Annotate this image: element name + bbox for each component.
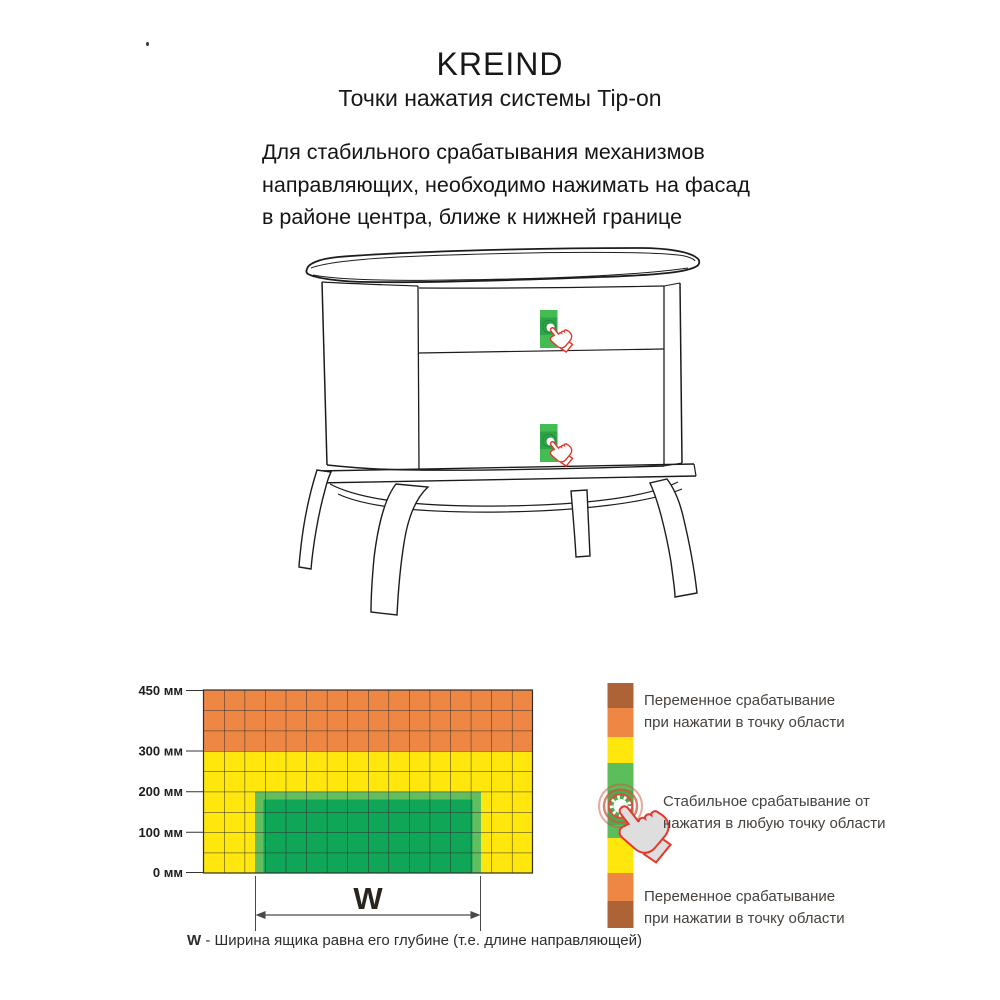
furniture-illustration (299, 248, 699, 615)
caption-text: - Ширина ящика равна его глубине (т.е. длине направляющей) (201, 932, 642, 949)
drawer-divider (419, 349, 664, 353)
intro-line-3: в районе центра, ближе к нижней границе (262, 205, 683, 229)
nightstand-body (322, 282, 682, 470)
nightstand-top (306, 248, 699, 282)
legend-item-line: при нажатии в точку области (644, 910, 845, 927)
axis-label-450: 450 мм (138, 683, 183, 698)
legend-segment-orange-top (608, 708, 634, 737)
page-title: KREIND (436, 46, 564, 82)
legend-item-line: Переменное срабатывание (644, 888, 836, 905)
legend-segment-brown-bottom (608, 901, 634, 928)
legend-item-variable-bottom (644, 886, 845, 930)
intro-line-1: Для стабильного срабатывания механизмов (262, 140, 705, 164)
page-subtitle: Точки нажатия системы Tip-on (338, 85, 662, 111)
front-right-leg (650, 479, 697, 597)
legend-item-line: нажатия в любую точку области (663, 815, 886, 832)
intro-line-2: направляющих, необходимо нажимать на фасад (262, 172, 750, 197)
front-left-stile-edge (418, 286, 419, 470)
axis-label-200: 200 мм (138, 784, 183, 800)
legend-item-line: Стабильное срабатывание от (663, 793, 870, 810)
press-zone-upper-drawer[interactable] (540, 310, 578, 355)
press-area-diagram (138, 683, 532, 931)
legend-item-line: при нажатии в точку области (644, 714, 845, 731)
legend-segment-orange-bottom (608, 873, 634, 901)
legend-item-variable-top (644, 690, 845, 734)
legend-item-line: Переменное срабатывание (644, 692, 836, 709)
axis-ticks (186, 691, 204, 873)
axis-label-0: 0 мм (152, 865, 183, 880)
rear-left-leg (299, 470, 331, 569)
rear-right-leg (571, 490, 590, 557)
legend-item-stable (663, 791, 886, 835)
legend-segment-yellow-top (608, 737, 634, 763)
arrowhead-right-icon (471, 911, 481, 919)
arrowhead-left-icon (256, 911, 266, 919)
diagram-caption (187, 932, 642, 949)
press-zone-lower-drawer[interactable] (540, 424, 578, 469)
grid-lines (204, 690, 533, 873)
legend-segment-brown-top (608, 683, 634, 708)
axis-label-100: 100 мм (138, 824, 183, 840)
nightstand-legs (299, 470, 697, 615)
axis-label-300: 300 мм (138, 743, 183, 759)
nightstand-base (315, 464, 696, 512)
caption-w: W (187, 932, 202, 949)
width-label: W (353, 881, 383, 916)
